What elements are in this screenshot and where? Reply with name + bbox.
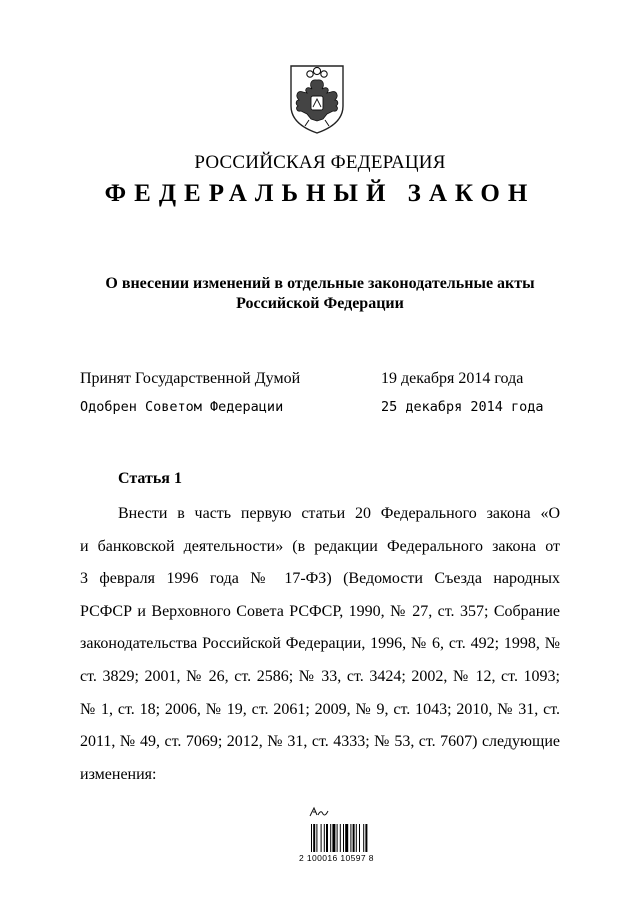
barcode-bar <box>313 824 315 852</box>
law-type-title: ФЕДЕРАЛЬНЫЙ ЗАКОН <box>104 180 536 207</box>
article-line: ст. 3829; 2001, № 26, ст. 2586; № 33, ст. 3424; 2002, № 12, ст. 1093; <box>80 667 560 685</box>
barcode-bar <box>363 824 364 852</box>
barcode-bar <box>316 824 317 852</box>
article-line: законодательства Российской Федерации, 1996, № 6, ст. 492; 1998, № <box>80 635 560 653</box>
duma-label: Принят Государственной Думой <box>80 370 301 387</box>
barcode-bar <box>311 824 312 852</box>
article-line: РСФСР и Верховного Совета РСФСР, 1990, № 27, ст. 357; Собрание <box>80 602 560 620</box>
law-subject-line-2: Российской Федерации <box>236 295 404 312</box>
barcode-bar <box>340 824 341 852</box>
barcode-bar <box>321 824 322 852</box>
duma-date: 19 декабря 2014 года <box>381 370 524 387</box>
barcode-bar <box>326 824 328 852</box>
barcode-bar <box>350 824 351 852</box>
barcode-bar <box>345 824 348 852</box>
article-line: и банковской деятельности» (в редакции Федерального закона от <box>80 537 560 555</box>
coat-of-arms-icon <box>285 62 349 136</box>
barcode-number: 2 100016 10597 8 <box>299 853 374 863</box>
council-label: Одобрен Советом Федерации <box>80 399 284 415</box>
barcode-bar <box>343 824 344 852</box>
barcode-bar <box>337 824 338 852</box>
barcode-bar <box>330 824 331 852</box>
law-subject <box>80 274 560 314</box>
duma-adoption-row <box>80 370 560 392</box>
barcode-bar <box>365 824 367 852</box>
council-date: 25 декабря 2014 года <box>381 399 544 415</box>
barcode-bar <box>359 824 360 852</box>
article-line: изменения: <box>80 765 157 783</box>
article-line: Внести в часть первую статьи 20 Федерального закона «О <box>118 505 560 522</box>
article-line: № 1, ст. 18; 2006, № 19, ст. 2061; 2009, № 9, ст. 1043; 2010, № 31, ст. <box>80 700 560 718</box>
article-line: 2011, № 49, ст. 7069; 2012, № 31, ст. 4333; № 53, ст. 7607) следующие <box>80 733 560 751</box>
law-subject-line-1: О внесении изменений в отдельные законодательные акты <box>105 275 535 292</box>
article-line: 3 февраля 1996 года № 17-ФЗ) (Ведомости Съезда народных <box>80 570 560 588</box>
article-body <box>80 498 560 791</box>
barcode-bar <box>332 824 335 852</box>
barcode-bar <box>353 824 355 852</box>
country-title: РОССИЙСКАЯ ФЕДЕРАЦИЯ <box>194 152 446 173</box>
barcode-icon <box>311 824 377 852</box>
council-approval-row <box>80 399 560 421</box>
barcode-bar <box>324 824 325 852</box>
article-title: Статья 1 <box>118 470 182 487</box>
signature-mark-icon <box>309 806 329 818</box>
barcode-bar <box>356 824 357 852</box>
